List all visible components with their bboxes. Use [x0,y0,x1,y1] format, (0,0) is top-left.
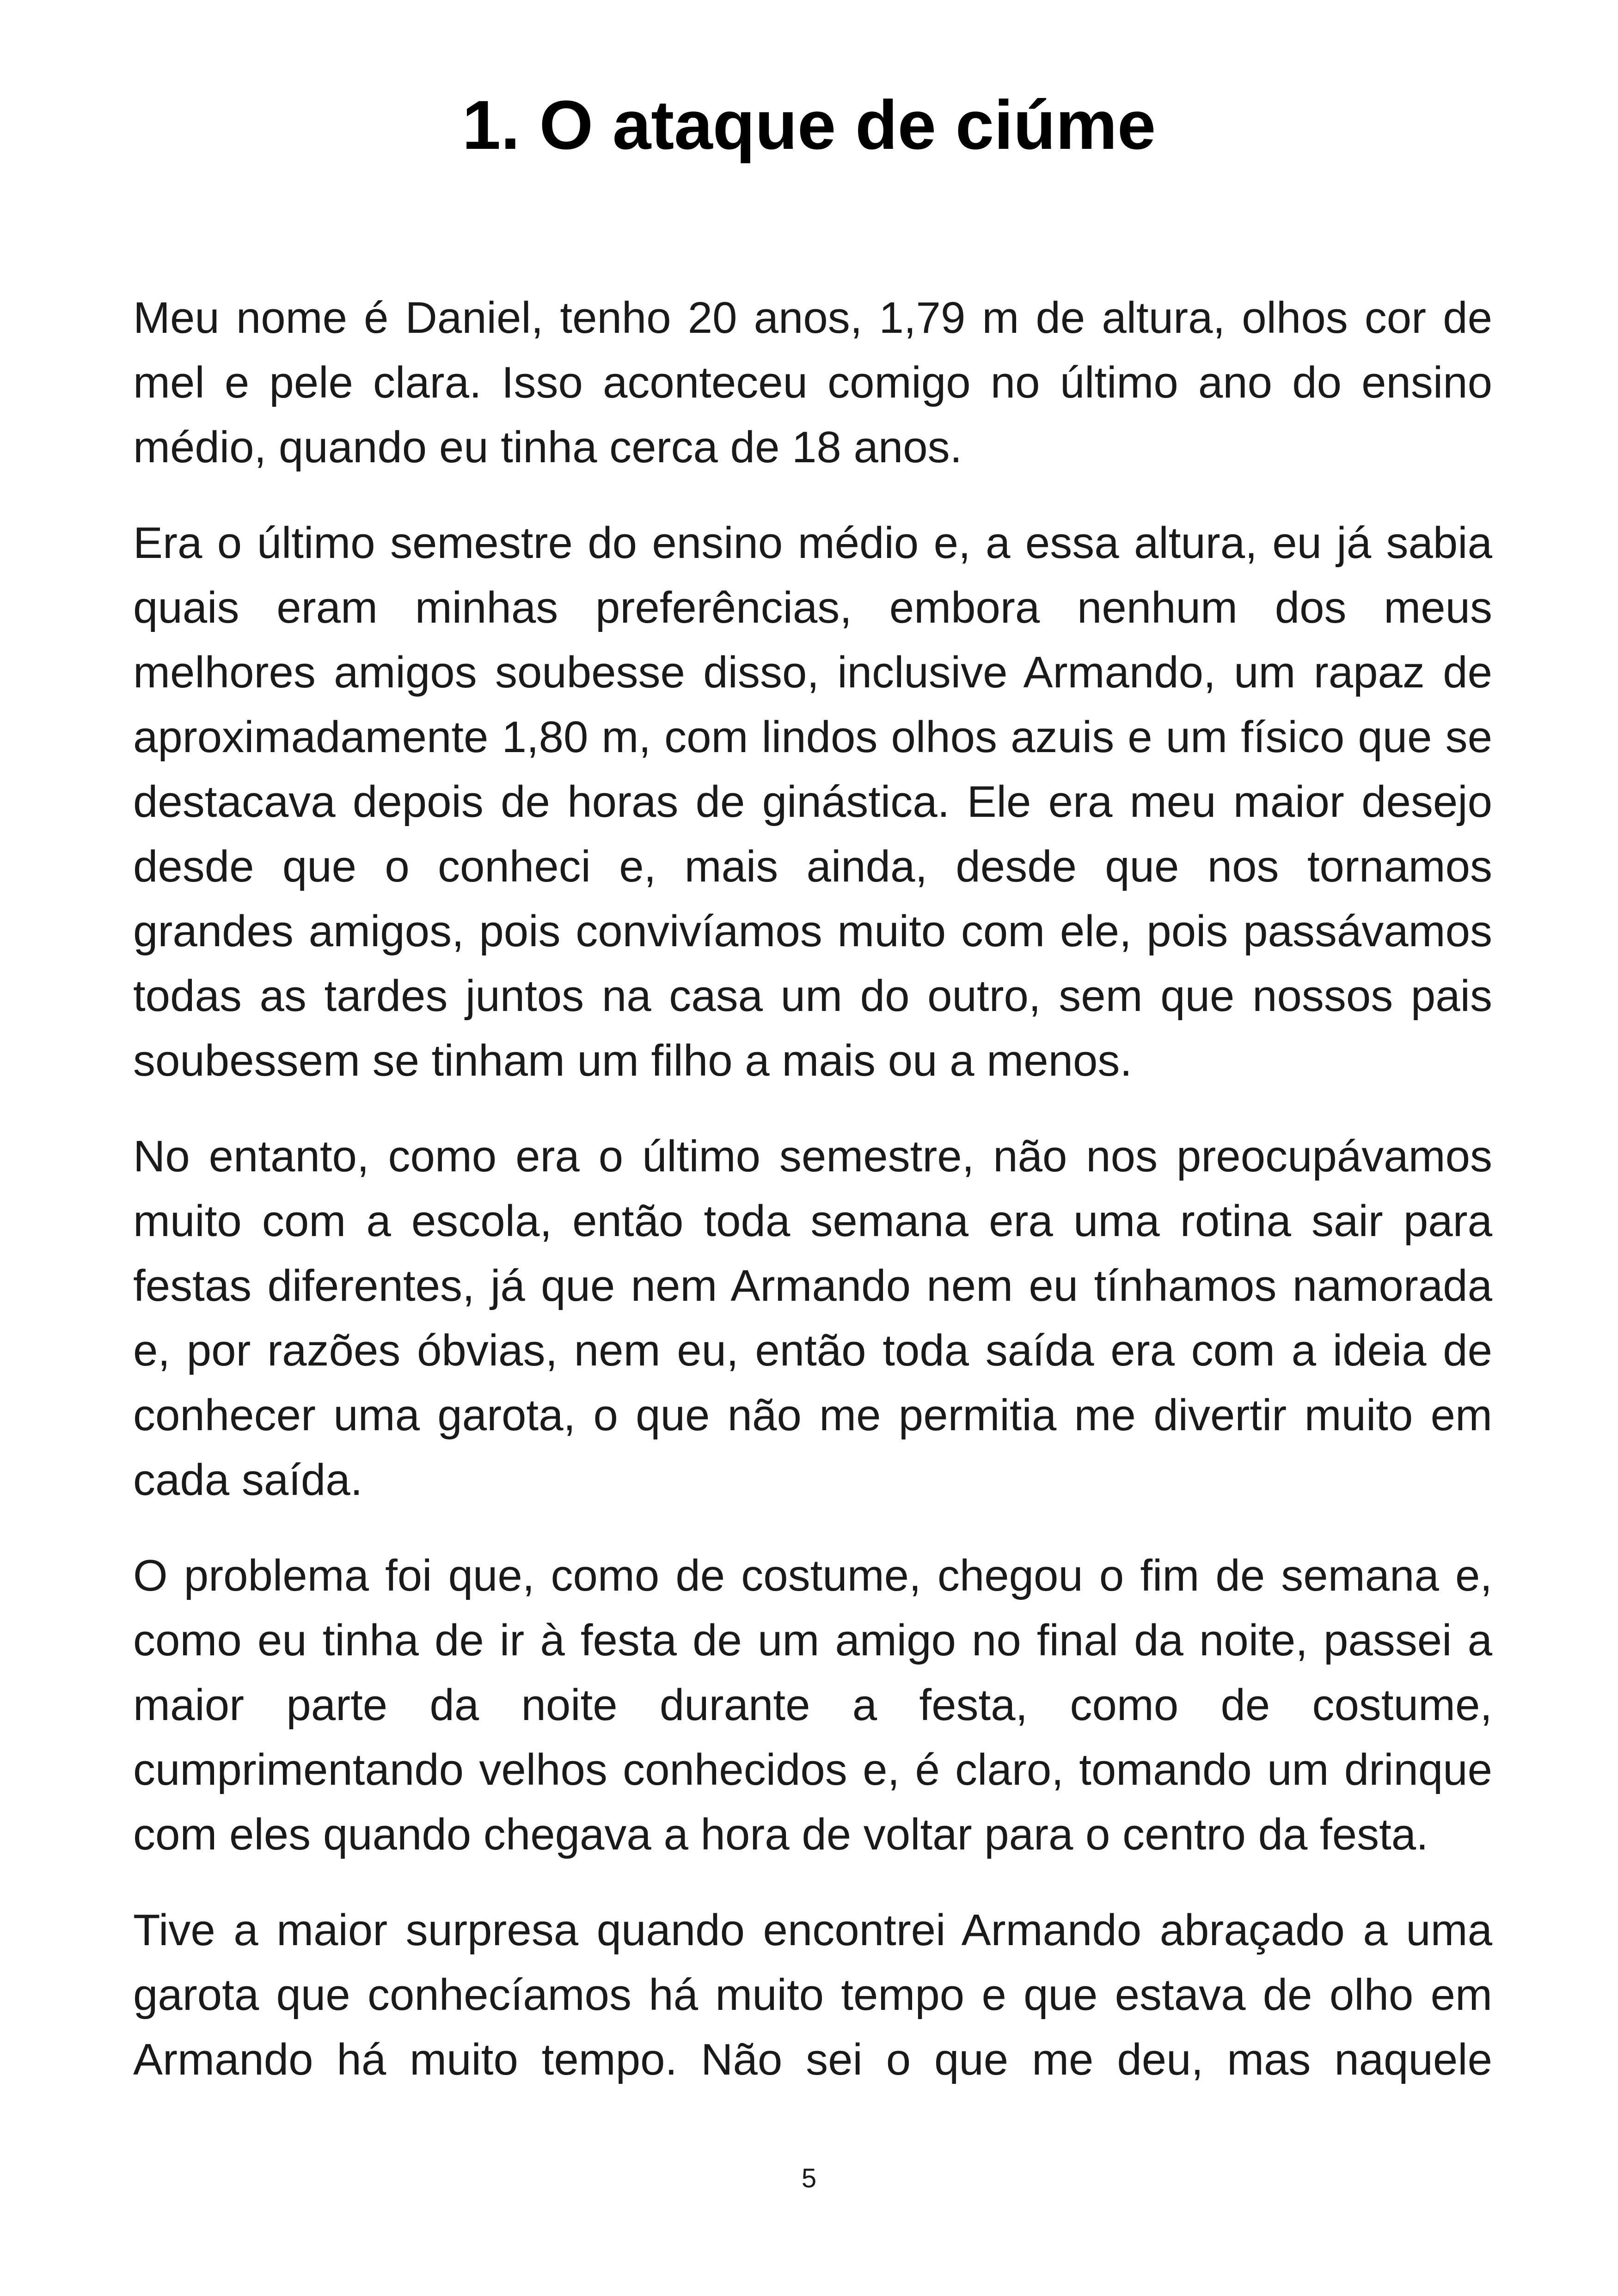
paragraph-4: O problema foi que, como de costume, chegou o fim de semana e, como eu tinha de ir à festa de um amigo no final da noite, passei a maior parte da noite durante a festa, como de costume, cumprimentando velhos conhecidos e, é claro, tomando um drinque com eles quando chegava a hora de voltar para o centro da festa. [133,1551,1492,1859]
paragraph-2: Era o último semestre do ensino médio e, a essa altura, eu já sabia quais eram minhas preferências, embora nenhum dos meus melhores amigos soubesse disso, inclusive Armando, um rapaz de aproximadamente 1,80 m, com lindos olhos azuis e um físico que se destacava depois de horas de ginástica. Ele era meu maior desejo desde que o conheci e, mais ainda, desde que nos tornamos grandes amigos, pois convivíamos muito com ele, pois passávamos todas as tardes juntos na casa um do outro, sem que nossos pais soubessem se tinham um filho a mais ou a menos. [133,518,1492,1085]
paragraph-5: Tive a maior surpresa quando encontrei Armando abraçado a uma garota que conhecíamos há muito tempo e que estava de olho em Armando há muito tempo. Não sei o que me deu, mas naquele [133,1905,1492,2084]
paragraph-3: No entanto, como era o último semestre, não nos preocupávamos muito com a escola, então toda semana era uma rotina sair para festas diferentes, já que nem Armando nem eu tínhamos namorada e, por razões óbvias, nem eu, então toda saída era com a ideia de conhecer uma garota, o que não me permitia me divertir muito em cada saída. [133,1132,1492,1505]
page-number: 5 [801,2163,817,2193]
paragraph-1: Meu nome é Daniel, tenho 20 anos, 1,79 m de altura, olhos cor de mel e pele clara. Isso aconteceu comigo no último ano do ensino médio, quando eu tinha cerca de 18 anos. [133,293,1492,472]
chapter-title: 1. O ataque de ciúme [462,86,1156,164]
chapter-body [133,286,1492,2123]
